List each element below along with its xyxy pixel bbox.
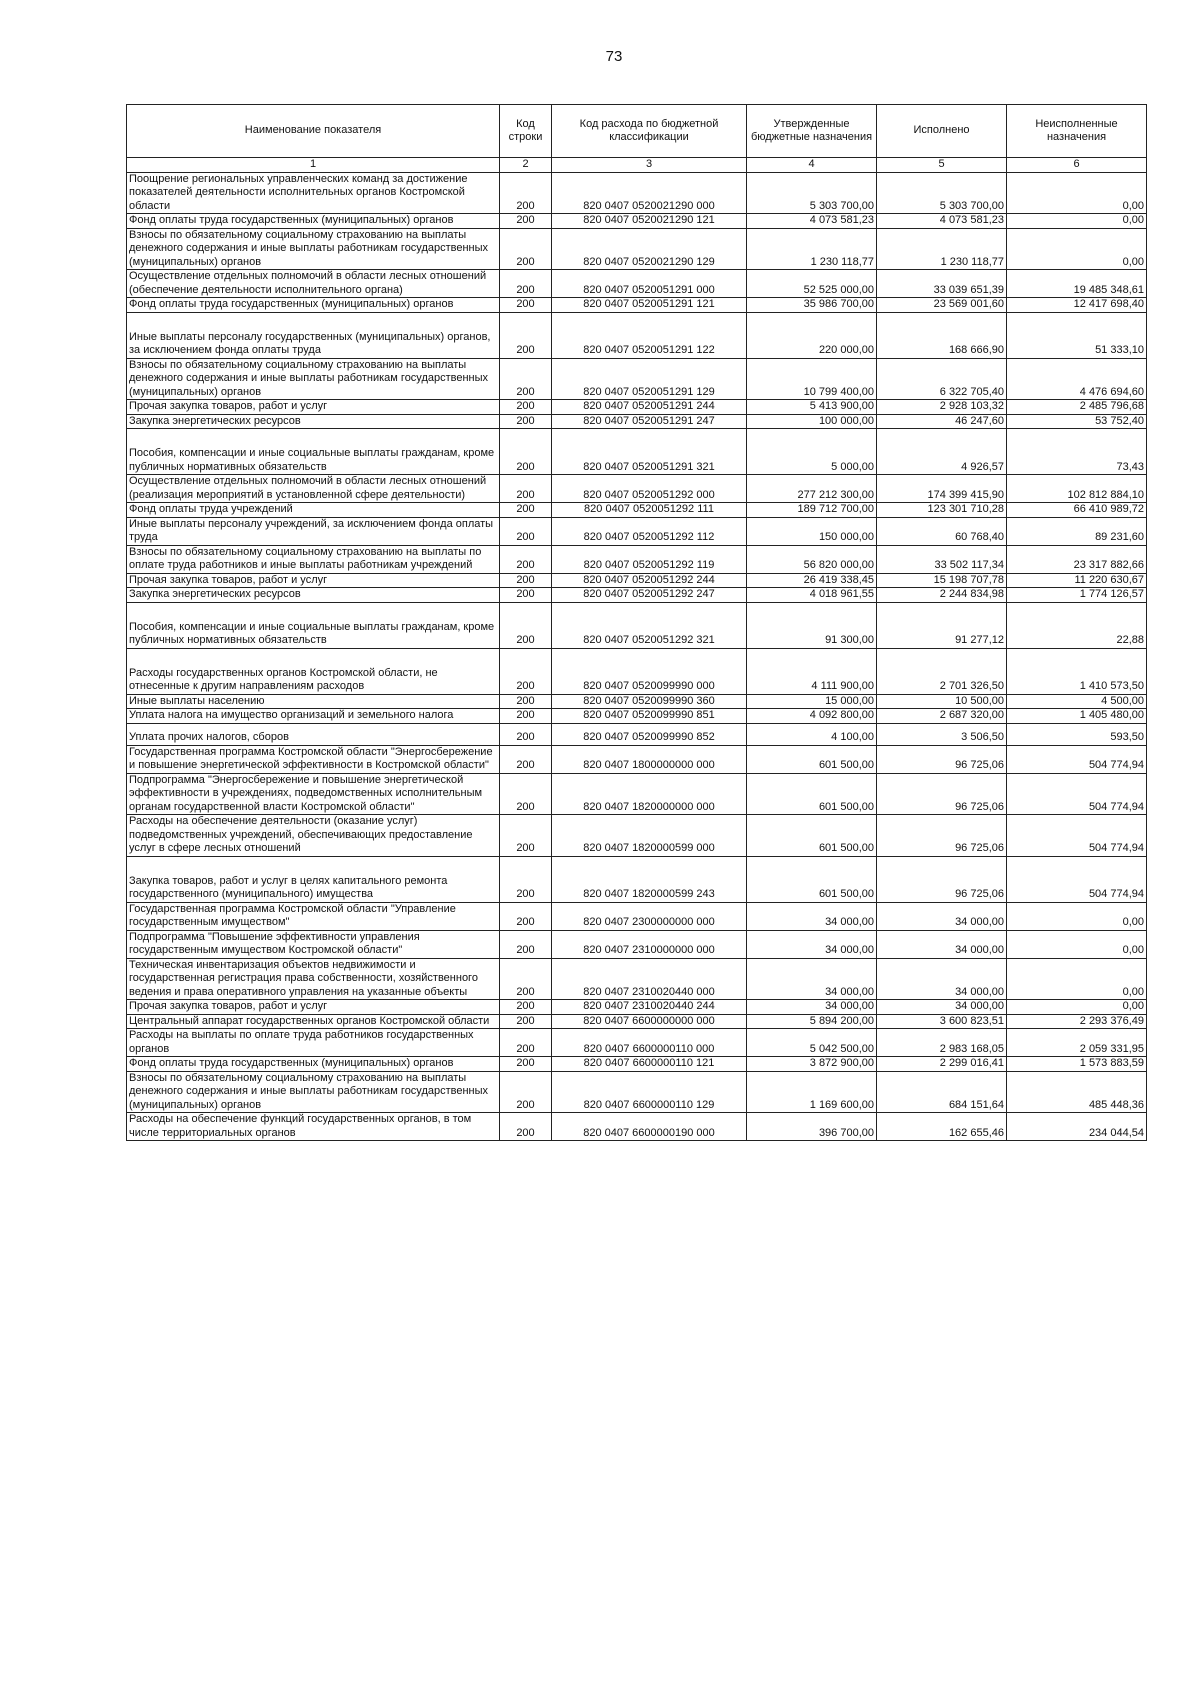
row-unexecuted-amount: 504 774,94 <box>1007 815 1147 857</box>
row-approved-amount: 34 000,00 <box>747 930 877 958</box>
header-indicator-name: Наименование показателя <box>127 105 500 158</box>
row-approved-amount: 35 986 700,00 <box>747 298 877 313</box>
row-classification-code: 820 0407 0520051292 000 <box>552 475 747 503</box>
column-number: 6 <box>1007 158 1147 173</box>
table-row <box>127 298 1147 313</box>
row-approved-amount: 5 000,00 <box>747 429 877 475</box>
row-indicator-name: Осуществление отдельных полномочий в области лесных отношений (обеспечение деятельности исполнительного органа) <box>127 270 500 298</box>
row-indicator-name: Расходы на обеспечение функций государственных органов, в том числе территориальных органов <box>127 1113 500 1141</box>
row-line-code: 200 <box>500 1057 552 1072</box>
row-approved-amount: 4 111 900,00 <box>747 648 877 694</box>
row-classification-code: 820 0407 0520051292 112 <box>552 517 747 545</box>
row-classification-code: 820 0407 0520021290 121 <box>552 214 747 229</box>
row-line-code: 200 <box>500 214 552 229</box>
row-unexecuted-amount: 2 485 796,68 <box>1007 400 1147 415</box>
row-approved-amount: 150 000,00 <box>747 517 877 545</box>
row-approved-amount: 5 894 200,00 <box>747 1014 877 1029</box>
row-indicator-name: Фонд оплаты труда государственных (муниципальных) органов <box>127 298 500 313</box>
row-classification-code: 820 0407 0520051291 121 <box>552 298 747 313</box>
row-line-code: 200 <box>500 958 552 1000</box>
row-executed-amount: 46 247,60 <box>877 414 1007 429</box>
row-indicator-name: Расходы государственных органов Костромской области, не отнесенные к другим направлениям расходов <box>127 648 500 694</box>
row-executed-amount: 96 725,06 <box>877 745 1007 773</box>
row-approved-amount: 15 000,00 <box>747 694 877 709</box>
table-row <box>127 503 1147 518</box>
row-approved-amount: 52 525 000,00 <box>747 270 877 298</box>
row-unexecuted-amount: 4 476 694,60 <box>1007 358 1147 400</box>
row-line-code: 200 <box>500 1029 552 1057</box>
row-executed-amount: 2 983 168,05 <box>877 1029 1007 1057</box>
row-unexecuted-amount: 2 059 331,95 <box>1007 1029 1147 1057</box>
row-executed-amount: 3 506,50 <box>877 723 1007 745</box>
row-approved-amount: 56 820 000,00 <box>747 545 877 573</box>
row-classification-code: 820 0407 0520021290 129 <box>552 228 747 270</box>
column-number: 2 <box>500 158 552 173</box>
row-indicator-name: Взносы по обязательному социальному страхованию на выплаты по оплате труда работников и иные выплаты работникам учреждений <box>127 545 500 573</box>
row-approved-amount: 5 413 900,00 <box>747 400 877 415</box>
row-classification-code: 820 0407 0520051292 321 <box>552 602 747 648</box>
row-executed-amount: 6 322 705,40 <box>877 358 1007 400</box>
row-unexecuted-amount: 2 293 376,49 <box>1007 1014 1147 1029</box>
row-unexecuted-amount: 0,00 <box>1007 1000 1147 1015</box>
table-row <box>127 312 1147 358</box>
row-classification-code: 820 0407 6600000110 000 <box>552 1029 747 1057</box>
row-line-code: 200 <box>500 475 552 503</box>
row-classification-code: 820 0407 6600000110 121 <box>552 1057 747 1072</box>
row-line-code: 200 <box>500 902 552 930</box>
table-row <box>127 1000 1147 1015</box>
row-approved-amount: 1 230 118,77 <box>747 228 877 270</box>
table-row <box>127 745 1147 773</box>
row-unexecuted-amount: 504 774,94 <box>1007 773 1147 815</box>
row-classification-code: 820 0407 2300000000 000 <box>552 902 747 930</box>
row-executed-amount: 4 926,57 <box>877 429 1007 475</box>
row-classification-code: 820 0407 0520099990 851 <box>552 709 747 724</box>
row-indicator-name: Прочая закупка товаров, работ и услуг <box>127 400 500 415</box>
row-classification-code: 820 0407 0520021290 000 <box>552 172 747 214</box>
row-executed-amount: 123 301 710,28 <box>877 503 1007 518</box>
table-row <box>127 414 1147 429</box>
row-executed-amount: 2 928 103,32 <box>877 400 1007 415</box>
row-unexecuted-amount: 593,50 <box>1007 723 1147 745</box>
row-classification-code: 820 0407 2310000000 000 <box>552 930 747 958</box>
table-row <box>127 1014 1147 1029</box>
table-row <box>127 958 1147 1000</box>
row-indicator-name: Государственная программа Костромской области "Энергосбережение и повышение энергетической эффективности в Костромской области" <box>127 745 500 773</box>
row-executed-amount: 96 725,06 <box>877 856 1007 902</box>
row-indicator-name: Уплата налога на имущество организаций и земельного налога <box>127 709 500 724</box>
row-approved-amount: 4 073 581,23 <box>747 214 877 229</box>
row-line-code: 200 <box>500 602 552 648</box>
row-classification-code: 820 0407 1800000000 000 <box>552 745 747 773</box>
row-approved-amount: 10 799 400,00 <box>747 358 877 400</box>
table-row <box>127 1057 1147 1072</box>
table-header-row <box>127 105 1147 158</box>
row-approved-amount: 34 000,00 <box>747 958 877 1000</box>
row-indicator-name: Государственная программа Костромской области "Управление государственным имуществом" <box>127 902 500 930</box>
column-number: 3 <box>552 158 747 173</box>
row-line-code: 200 <box>500 588 552 603</box>
row-unexecuted-amount: 504 774,94 <box>1007 856 1147 902</box>
row-approved-amount: 4 092 800,00 <box>747 709 877 724</box>
row-line-code: 200 <box>500 298 552 313</box>
header-executed: Исполнено <box>877 105 1007 158</box>
row-unexecuted-amount: 89 231,60 <box>1007 517 1147 545</box>
row-line-code: 200 <box>500 312 552 358</box>
row-classification-code: 820 0407 6600000000 000 <box>552 1014 747 1029</box>
row-unexecuted-amount: 4 500,00 <box>1007 694 1147 709</box>
row-indicator-name: Центральный аппарат государственных органов Костромской области <box>127 1014 500 1029</box>
table-row <box>127 1071 1147 1113</box>
row-unexecuted-amount: 19 485 348,61 <box>1007 270 1147 298</box>
row-approved-amount: 277 212 300,00 <box>747 475 877 503</box>
row-executed-amount: 10 500,00 <box>877 694 1007 709</box>
table-row <box>127 856 1147 902</box>
table-row <box>127 400 1147 415</box>
row-indicator-name: Фонд оплаты труда государственных (муниципальных) органов <box>127 1057 500 1072</box>
row-indicator-name: Осуществление отдельных полномочий в области лесных отношений (реализация мероприятий в установленной сфере деятельности) <box>127 475 500 503</box>
row-unexecuted-amount: 73,43 <box>1007 429 1147 475</box>
row-indicator-name: Взносы по обязательному социальному страхованию на выплаты денежного содержания и иные выплаты работникам государственных (муниципальных) органов <box>127 1071 500 1113</box>
row-line-code: 200 <box>500 517 552 545</box>
row-indicator-name: Расходы на выплаты по оплате труда работников государственных органов <box>127 1029 500 1057</box>
row-unexecuted-amount: 12 417 698,40 <box>1007 298 1147 313</box>
table-row <box>127 902 1147 930</box>
row-executed-amount: 5 303 700,00 <box>877 172 1007 214</box>
row-classification-code: 820 0407 0520051292 247 <box>552 588 747 603</box>
row-unexecuted-amount: 23 317 882,66 <box>1007 545 1147 573</box>
row-indicator-name: Расходы на обеспечение деятельности (оказание услуг) подведомственных учреждений, обеспечивающих предоставление услуг в сфере лесных отношений <box>127 815 500 857</box>
row-approved-amount: 4 100,00 <box>747 723 877 745</box>
row-line-code: 200 <box>500 694 552 709</box>
row-executed-amount: 15 198 707,78 <box>877 573 1007 588</box>
row-executed-amount: 34 000,00 <box>877 930 1007 958</box>
row-approved-amount: 601 500,00 <box>747 745 877 773</box>
row-executed-amount: 23 569 001,60 <box>877 298 1007 313</box>
row-line-code: 200 <box>500 745 552 773</box>
row-classification-code: 820 0407 0520099990 000 <box>552 648 747 694</box>
row-classification-code: 820 0407 0520051291 321 <box>552 429 747 475</box>
row-unexecuted-amount: 1 774 126,57 <box>1007 588 1147 603</box>
row-indicator-name: Закупка энергетических ресурсов <box>127 414 500 429</box>
table-row <box>127 517 1147 545</box>
table-row <box>127 815 1147 857</box>
row-indicator-name: Поощрение региональных управленческих команд за достижение показателей деятельности исполнительных органов Костромской области <box>127 172 500 214</box>
column-number: 5 <box>877 158 1007 173</box>
table-row <box>127 588 1147 603</box>
row-classification-code: 820 0407 0520051292 111 <box>552 503 747 518</box>
row-approved-amount: 189 712 700,00 <box>747 503 877 518</box>
row-executed-amount: 96 725,06 <box>877 815 1007 857</box>
row-executed-amount: 4 073 581,23 <box>877 214 1007 229</box>
row-executed-amount: 91 277,12 <box>877 602 1007 648</box>
row-classification-code: 820 0407 0520051291 247 <box>552 414 747 429</box>
row-classification-code: 820 0407 0520051292 244 <box>552 573 747 588</box>
table-row <box>127 930 1147 958</box>
row-unexecuted-amount: 22,88 <box>1007 602 1147 648</box>
row-line-code: 200 <box>500 228 552 270</box>
row-approved-amount: 91 300,00 <box>747 602 877 648</box>
row-classification-code: 820 0407 2310020440 000 <box>552 958 747 1000</box>
table-row <box>127 214 1147 229</box>
table-body <box>127 172 1147 1141</box>
row-executed-amount: 2 299 016,41 <box>877 1057 1007 1072</box>
row-executed-amount: 34 000,00 <box>877 1000 1007 1015</box>
row-executed-amount: 2 244 834,98 <box>877 588 1007 603</box>
row-approved-amount: 601 500,00 <box>747 773 877 815</box>
row-indicator-name: Взносы по обязательному социальному страхованию на выплаты денежного содержания и иные выплаты работникам государственных (муниципальных) органов <box>127 228 500 270</box>
row-unexecuted-amount: 1 405 480,00 <box>1007 709 1147 724</box>
header-approved: Утвержденные бюджетные назначения <box>747 105 877 158</box>
row-classification-code: 820 0407 0520051291 244 <box>552 400 747 415</box>
row-line-code: 200 <box>500 400 552 415</box>
row-executed-amount: 34 000,00 <box>877 902 1007 930</box>
table-row <box>127 172 1147 214</box>
row-unexecuted-amount: 485 448,36 <box>1007 1071 1147 1113</box>
row-classification-code: 820 0407 1820000599 243 <box>552 856 747 902</box>
row-indicator-name: Прочая закупка товаров, работ и услуг <box>127 1000 500 1015</box>
row-approved-amount: 34 000,00 <box>747 1000 877 1015</box>
row-indicator-name: Фонд оплаты труда учреждений <box>127 503 500 518</box>
row-executed-amount: 162 655,46 <box>877 1113 1007 1141</box>
row-approved-amount: 26 419 338,45 <box>747 573 877 588</box>
row-approved-amount: 1 169 600,00 <box>747 1071 877 1113</box>
row-line-code: 200 <box>500 723 552 745</box>
row-line-code: 200 <box>500 856 552 902</box>
row-indicator-name: Прочая закупка товаров, работ и услуг <box>127 573 500 588</box>
table-row <box>127 648 1147 694</box>
row-line-code: 200 <box>500 573 552 588</box>
row-executed-amount: 60 768,40 <box>877 517 1007 545</box>
row-classification-code: 820 0407 0520099990 360 <box>552 694 747 709</box>
row-indicator-name: Иные выплаты населению <box>127 694 500 709</box>
row-approved-amount: 5 303 700,00 <box>747 172 877 214</box>
row-executed-amount: 3 600 823,51 <box>877 1014 1007 1029</box>
table-row <box>127 228 1147 270</box>
row-executed-amount: 2 687 320,00 <box>877 709 1007 724</box>
table-row <box>127 429 1147 475</box>
row-classification-code: 820 0407 6600000110 129 <box>552 1071 747 1113</box>
row-approved-amount: 100 000,00 <box>747 414 877 429</box>
page-number: 73 <box>605 48 623 65</box>
row-unexecuted-amount: 0,00 <box>1007 902 1147 930</box>
header-unexecuted: Неисполненные назначения <box>1007 105 1147 158</box>
row-indicator-name: Иные выплаты персоналу государственных (муниципальных) органов, за исключением фонда оплаты труда <box>127 312 500 358</box>
row-executed-amount: 33 039 651,39 <box>877 270 1007 298</box>
row-classification-code: 820 0407 0520051291 129 <box>552 358 747 400</box>
row-classification-code: 820 0407 0520051291 000 <box>552 270 747 298</box>
table-row <box>127 573 1147 588</box>
table-row <box>127 773 1147 815</box>
table-row <box>127 602 1147 648</box>
row-line-code: 200 <box>500 930 552 958</box>
row-classification-code: 820 0407 1820000000 000 <box>552 773 747 815</box>
row-classification-code: 820 0407 2310020440 244 <box>552 1000 747 1015</box>
row-unexecuted-amount: 53 752,40 <box>1007 414 1147 429</box>
row-indicator-name: Уплата прочих налогов, сборов <box>127 723 500 745</box>
column-number: 4 <box>747 158 877 173</box>
row-unexecuted-amount: 1 410 573,50 <box>1007 648 1147 694</box>
column-number: 1 <box>127 158 500 173</box>
row-executed-amount: 174 399 415,90 <box>877 475 1007 503</box>
row-unexecuted-amount: 11 220 630,67 <box>1007 573 1147 588</box>
row-approved-amount: 601 500,00 <box>747 815 877 857</box>
row-unexecuted-amount: 0,00 <box>1007 214 1147 229</box>
row-executed-amount: 2 701 326,50 <box>877 648 1007 694</box>
row-unexecuted-amount: 102 812 884,10 <box>1007 475 1147 503</box>
budget-execution-table <box>126 104 1147 1141</box>
row-unexecuted-amount: 0,00 <box>1007 172 1147 214</box>
row-indicator-name: Фонд оплаты труда государственных (муниципальных) органов <box>127 214 500 229</box>
row-line-code: 200 <box>500 1113 552 1141</box>
row-approved-amount: 601 500,00 <box>747 856 877 902</box>
row-unexecuted-amount: 0,00 <box>1007 958 1147 1000</box>
row-line-code: 200 <box>500 172 552 214</box>
table-row <box>127 358 1147 400</box>
header-line-code: Код строки <box>500 105 552 158</box>
row-indicator-name: Пособия, компенсации и иные социальные выплаты гражданам, кроме публичных нормативных обязательств <box>127 429 500 475</box>
row-indicator-name: Подпрограмма "Энергосбережение и повышение энергетической эффективности в учреждениях, подведомственных исполнительным органам государственной власти Костромской области" <box>127 773 500 815</box>
row-approved-amount: 5 042 500,00 <box>747 1029 877 1057</box>
column-number-row <box>127 158 1147 173</box>
row-line-code: 200 <box>500 358 552 400</box>
row-line-code: 200 <box>500 503 552 518</box>
row-approved-amount: 3 872 900,00 <box>747 1057 877 1072</box>
row-unexecuted-amount: 1 573 883,59 <box>1007 1057 1147 1072</box>
row-line-code: 200 <box>500 709 552 724</box>
row-indicator-name: Техническая инвентаризация объектов недвижимости и государственная регистрация права собственности, хозяйственного ведения и права оперативного управления на указанные объекты <box>127 958 500 1000</box>
row-line-code: 200 <box>500 545 552 573</box>
row-line-code: 200 <box>500 815 552 857</box>
table-row <box>127 694 1147 709</box>
row-unexecuted-amount: 51 333,10 <box>1007 312 1147 358</box>
row-indicator-name: Взносы по обязательному социальному страхованию на выплаты денежного содержания и иные выплаты работникам государственных (муниципальных) органов <box>127 358 500 400</box>
row-unexecuted-amount: 504 774,94 <box>1007 745 1147 773</box>
row-unexecuted-amount: 66 410 989,72 <box>1007 503 1147 518</box>
row-executed-amount: 34 000,00 <box>877 958 1007 1000</box>
table-row <box>127 475 1147 503</box>
row-line-code: 200 <box>500 648 552 694</box>
row-classification-code: 820 0407 0520051292 119 <box>552 545 747 573</box>
row-line-code: 200 <box>500 1014 552 1029</box>
row-line-code: 200 <box>500 429 552 475</box>
row-executed-amount: 168 666,90 <box>877 312 1007 358</box>
row-indicator-name: Пособия, компенсации и иные социальные выплаты гражданам, кроме публичных нормативных обязательств <box>127 602 500 648</box>
row-executed-amount: 96 725,06 <box>877 773 1007 815</box>
row-approved-amount: 4 018 961,55 <box>747 588 877 603</box>
row-indicator-name: Иные выплаты персоналу учреждений, за исключением фонда оплаты труда <box>127 517 500 545</box>
row-classification-code: 820 0407 6600000190 000 <box>552 1113 747 1141</box>
row-approved-amount: 220 000,00 <box>747 312 877 358</box>
table-row <box>127 545 1147 573</box>
row-line-code: 200 <box>500 1071 552 1113</box>
header-classification-code: Код расхода по бюджетной классификации <box>552 105 747 158</box>
row-classification-code: 820 0407 0520051291 122 <box>552 312 747 358</box>
row-approved-amount: 34 000,00 <box>747 902 877 930</box>
table-row <box>127 1029 1147 1057</box>
table-row <box>127 723 1147 745</box>
row-indicator-name: Подпрограмма "Повышение эффективности управления государственным имуществом Костромской области" <box>127 930 500 958</box>
table-row <box>127 709 1147 724</box>
row-unexecuted-amount: 234 044,54 <box>1007 1113 1147 1141</box>
row-classification-code: 820 0407 0520099990 852 <box>552 723 747 745</box>
row-line-code: 200 <box>500 773 552 815</box>
table-row <box>127 270 1147 298</box>
row-classification-code: 820 0407 1820000599 000 <box>552 815 747 857</box>
row-unexecuted-amount: 0,00 <box>1007 228 1147 270</box>
row-line-code: 200 <box>500 414 552 429</box>
row-approved-amount: 396 700,00 <box>747 1113 877 1141</box>
row-line-code: 200 <box>500 270 552 298</box>
row-line-code: 200 <box>500 1000 552 1015</box>
table-row <box>127 1113 1147 1141</box>
row-indicator-name: Закупка товаров, работ и услуг в целях капитального ремонта государственного (муниципального) имущества <box>127 856 500 902</box>
row-executed-amount: 1 230 118,77 <box>877 228 1007 270</box>
row-unexecuted-amount: 0,00 <box>1007 930 1147 958</box>
row-indicator-name: Закупка энергетических ресурсов <box>127 588 500 603</box>
row-executed-amount: 33 502 117,34 <box>877 545 1007 573</box>
row-executed-amount: 684 151,64 <box>877 1071 1007 1113</box>
